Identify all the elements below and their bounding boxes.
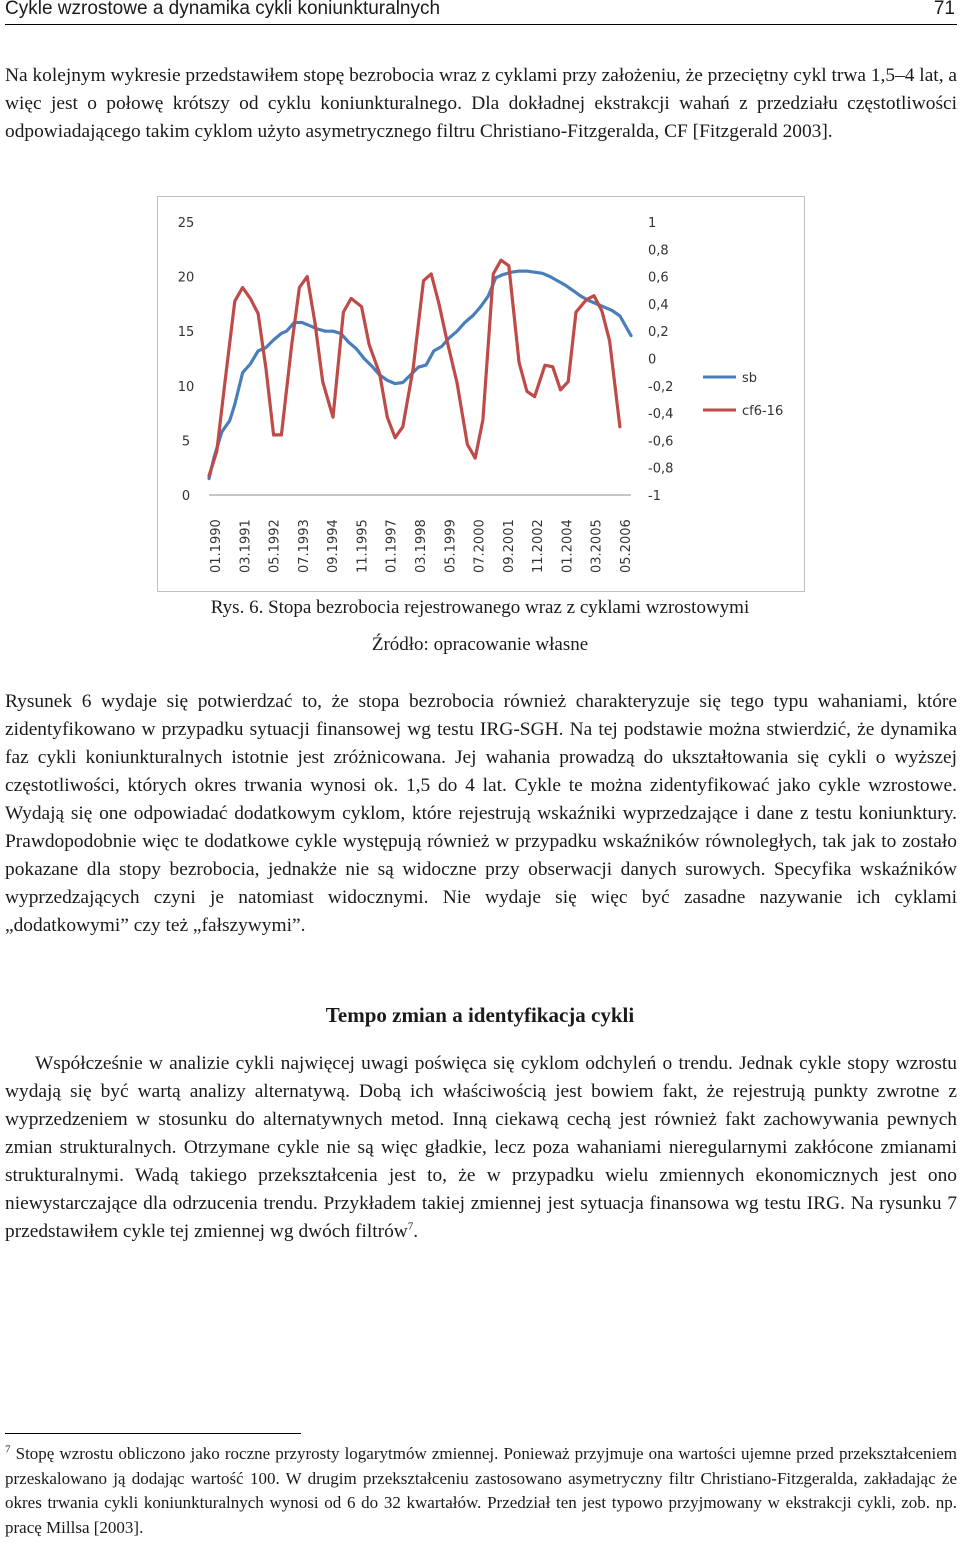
- footnote-reference: 7: [407, 1220, 414, 1233]
- legend-label-sb: sb: [742, 371, 758, 386]
- y-left-tick-label: 20: [177, 270, 195, 286]
- figure-source: Źródło: opracowanie własne: [371, 634, 589, 655]
- x-tick-label: 03.1998: [414, 519, 429, 573]
- y-left-tick-label: 10: [177, 379, 195, 395]
- x-tick-label: 07.1993: [296, 519, 312, 573]
- y-right-tick-label: 0: [648, 352, 657, 368]
- y-left-tick-label: 15: [177, 325, 195, 341]
- series-line-cf6-16: [209, 260, 620, 476]
- y-left-tick-label: 5: [181, 434, 191, 450]
- legend-label-cf6-16: cf6-16: [742, 404, 784, 419]
- y-right-tick-label: -0,4: [648, 407, 674, 423]
- y-right-tick-label: 0,2: [648, 325, 669, 341]
- section-heading: Tempo zmian a identyfikacja cykli: [325, 1003, 635, 1027]
- x-tick-label: 01.1990: [209, 519, 224, 573]
- y-right-tick-label: 1: [648, 216, 657, 231]
- x-tick-label: 09.2001: [501, 519, 517, 573]
- x-tick-label: 05.2006: [619, 519, 634, 573]
- y-right-tick-label: -0,2: [648, 379, 674, 395]
- y-right-tick-label: -0,6: [648, 434, 674, 450]
- y-right-tick-label: 0,6: [648, 270, 669, 286]
- y-right-tick-label: 0,8: [648, 243, 669, 259]
- y-right-tick-label: -1: [648, 489, 661, 504]
- paragraph-intro: Na kolejnym wykresie przedstawiłem stopę bezrobocia wraz z cyklami przy założeniu, że przeciętny cykl trwa 1,5–4 lat, a więc jest o połowę krótszy od cyklu koniunkturalnego. Dla dokładnej ekstrakcji wahań z przedziału częstotliwości odpowiadającego takim cyklom użyto asymetrycznego filtru Christiano-Fitzgeralda, CF [Fitzgerald 2003].: [5, 65, 957, 142]
- x-tick-label: 09.1994: [326, 519, 342, 573]
- footnote: [5, 1442, 957, 1540]
- x-tick-label: 03.1991: [238, 519, 254, 573]
- y-right-tick-label: 0,4: [648, 297, 669, 313]
- y-left-tick-label: 0: [181, 489, 191, 504]
- x-tick-label: 01.1997: [384, 519, 400, 573]
- y-right-tick-label: -0,8: [648, 461, 674, 477]
- x-tick-label: 01.2004: [560, 519, 576, 573]
- page-number: 71: [933, 0, 955, 19]
- x-tick-label: 05.1992: [267, 519, 283, 573]
- line-chart: [158, 197, 804, 591]
- running-header: [5, 0, 957, 25]
- paragraph-growth-cycles-text: Współcześnie w analizie cykli najwięcej uwagi poświęca się cyklom odchyleń o trendu. Jednak cykle stopy wzrostu wydają się być wartą analizy alternatywą. Dobą ich właściwością jest bowiem fakt, że rejestrują punkty zwrotne z wyprzedzeniem w stosunku do alternatywnych metod. Inną ciekawą cechą jest również fakt zachowywania pewnych zmian strukturalnych. Otrzymane cykle nie są więc gładkie, lecz poza wahaniami nieregularnymi zakłócone zmianami strukturalnymi. Wadą takiego przekształcenia jest to, że w przypadku wielu zmiennych ekonomicznych jest ono niewystarczające dla odrzucenia trendu. Przykładem takiej zmiennej jest sytuacja finansowa wg testu IRG. Na rysunku 7 przedstawiłem cykle tej zmiennej wg dwóch filtrów: [5, 1053, 957, 1242]
- x-tick-label: 05.1999: [443, 519, 459, 573]
- footnote-text: Stopę wzrostu obliczono jako roczne przyrosty logarytmów zmiennej. Ponieważ przyjmuje ona wartości ujemne przed przekształceniem przeskalowano ją dodając wartość 100. W drugim przekształceniu zastosowano asymetryczny filtr Christiano-Fitzgeralda, zakładając że okres trwania cykli koniunkturalnych wynosi od 6 do 32 kwartałów. Przedział ten jest typowo przyjmowany w ekstrakcji cykli, zob. np. pracę Millsa [2003].: [5, 1444, 957, 1537]
- paragraph-growth-cycles-end: .: [413, 1221, 419, 1242]
- running-title: Cykle wzrostowe a dynamika cykli koniunkturalnych: [5, 0, 441, 19]
- x-tick-label: 07.2000: [472, 519, 488, 573]
- y-left-tick-label: 25: [177, 216, 195, 231]
- x-tick-label: 11.1995: [355, 519, 371, 573]
- figure-caption: Rys. 6. Stopa bezrobocia rejestrowanego wraz z cyklami wzrostowymi: [210, 597, 750, 618]
- paragraph-growth-cycles: [5, 1050, 957, 1246]
- x-tick-label: 03.2005: [589, 519, 605, 573]
- footnote-divider: [5, 1433, 301, 1434]
- paragraph-analysis: Rysunek 6 wydaje się potwierdzać to, że stopa bezrobocia również charakteryzuje się tego typu wahaniami, które zidentyfikowano w przypadku sytuacji finansowej wg testu IRG-SGH. Na tej podstawie można stwierdzić, że dynamika faz cykli koniunkturalnych istotnie jest zróżnicowana. Jej wahania prowadzą do ukształtowania się cykli o wyższej częstotliwości, których okres trwania wynosi ok. 1,5 do 4 lat. Cykle te można zidentyfikować jako cykle wzrostowe. Wydają się one odpowiadać dodatkowym cyklom, które rejestrują wskaźniki wyprzedzające i dane z testu koniunktury. Prawdopodobnie więc te dodatkowe cykle występują również w przypadku wskaźników równoległych, tak jak to zostało pokazane dla stopy bezrobocia, jednakże nie są widoczne przy obserwacji danych surowych. Specyfika wskaźników wyprzedzających czyni je natomiast widocznymi. Nie wydaje się więc być zasadne nazywanie ich cyklami „dodatkowymi” czy też „fałszywymi”.: [5, 691, 957, 936]
- x-tick-label: 11.2002: [531, 519, 547, 573]
- footnote-number: 7: [5, 1443, 11, 1456]
- figure-chart: [157, 196, 805, 592]
